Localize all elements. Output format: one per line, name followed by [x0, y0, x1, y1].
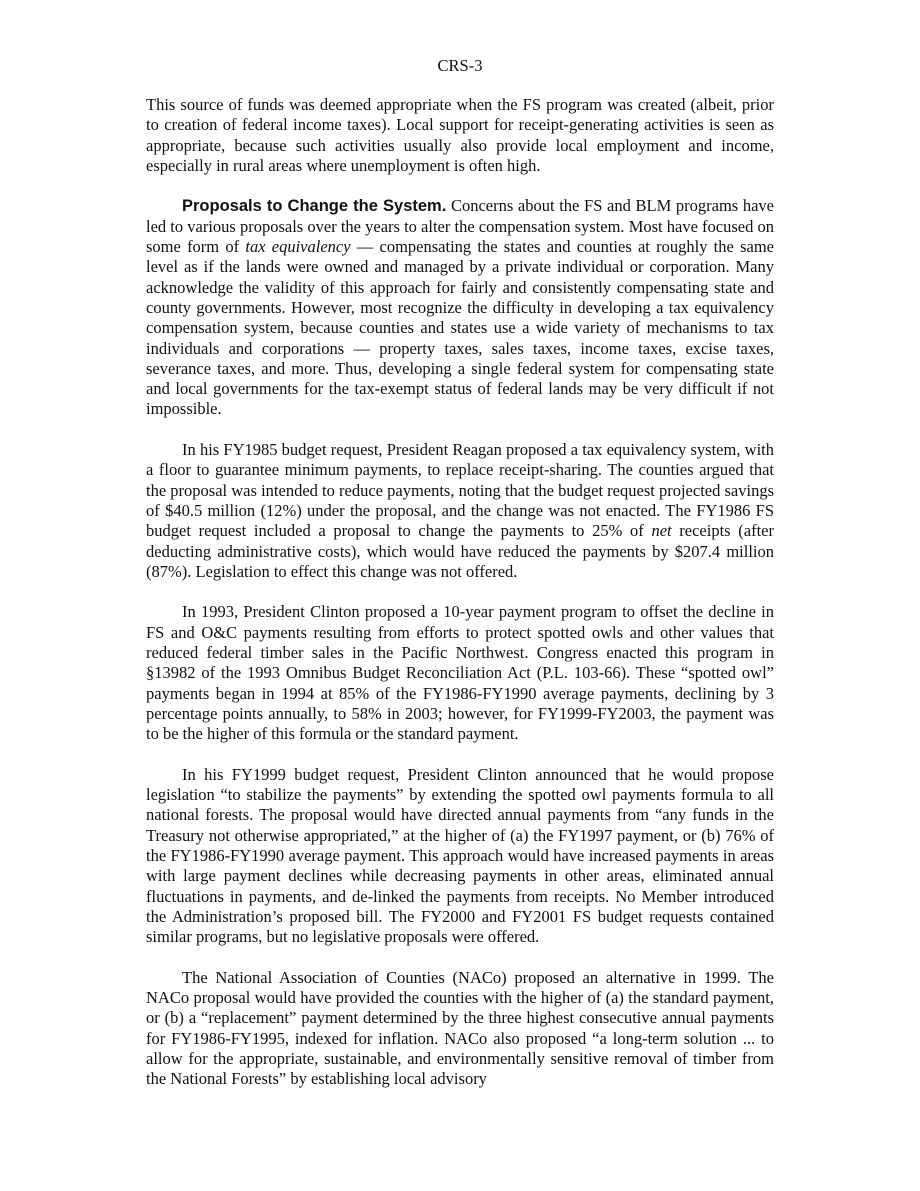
paragraph-funding-source: This source of funds was deemed appropriate when the FS program was created (albeit, prior to creation of federal income taxes). Local support for receipt-generating activities is seen as appropriate, because such activities usually also provide local employment and income, especially in rural areas where unemployment is often high.	[146, 95, 774, 175]
paragraph-proposals	[146, 196, 774, 419]
paragraph-reagan-fy1985	[146, 440, 774, 582]
paragraph-text: In his FY1985 budget request, President Reagan proposed a tax equivalency system, with a floor to guarantee minimum payments, to replace receipt-sharing. The counties argued that the proposal was intended to reduce payments, noting that the budget request projected savings of $40.5 million (12%) under the proposal, and the change was not enacted. The FY1986 FS budget request included a proposal to change the payments to 25% of	[146, 440, 774, 541]
emphasis-text: net	[651, 521, 672, 541]
paragraph-naco-1999: The National Association of Counties (NACo) proposed an alternative in 1999. The NACo proposal would have provided the counties with the higher of (a) the standard payment, or (b) a “replacement” payment determined by the three highest consecutive annual payments for FY1986-FY1995, indexed for inflation. NACo also proposed “a long-term solution ... to allow for the appropriate, sustainable, and environmentally sensitive removal of timber from the National Forests” by establishing local advisory	[146, 967, 774, 1089]
emphasis-text: tax equivalency	[245, 237, 351, 257]
paragraph-text: receipts (after deducting administrative costs), which would have reduced the payments by $207.4 million (87%). Legislation to effect this change was not offered.	[146, 521, 774, 581]
paragraph-clinton-1993: In 1993, President Clinton proposed a 10-year payment program to offset the decline in FS and O&C payments resulting from efforts to protect spotted owls and other values that reduced federal timber sales in the Pacific Northwest. Congress enacted this program in §13982 of the 1993 Omnibus Budget Reconciliation Act (P.L. 103-66). These “spotted owl” payments began in 1994 at 85% of the FY1986-FY1990 average payments, declining by 3 percentage points annually, to 58% in 2003; however, for FY1999-FY2003, the payment was to be the higher of this formula or the standard payment.	[146, 602, 774, 744]
page-header: CRS-3	[437, 56, 483, 75]
document-body	[146, 95, 774, 1110]
paragraph-text: — compensating the states and counties at roughly the same level as if the lands were owned and managed by a private individual or corporation. Many acknowledge the validity of this approach for fairly and consistently compensating state and county governments. However, most recognize the difficulty in developing a tax equivalency compensation system, because counties and states use a wide variety of mechanisms to tax individuals and corporations — property taxes, sales taxes, income taxes, excise taxes, severance taxes, and more. Thus, developing a single federal system for compensating state and local governments for the tax-exempt status of federal lands may be very difficult if not impossible.	[146, 237, 774, 419]
paragraph-text: Concerns about the FS and BLM programs have led to various proposals over the years to alter the compensation system. Most have focused on some form of	[146, 196, 774, 257]
paragraph-clinton-fy1999: In his FY1999 budget request, President Clinton announced that he would propose legislation “to stabilize the payments” by extending the spotted owl payments formula to all national forests. The proposal would have directed annual payments from “any funds in the Treasury not otherwise appropriated,” at the higher of (a) the FY1997 payment, or (b) 76% of the FY1986-FY1990 average payment. This approach would have increased payments in areas with large payment declines while decreasing payments in other areas, eliminated annual fluctuations in payments, and de-linked the payments from receipts. No Member introduced the Administration’s proposed bill. The FY2000 and FY2001 FS budget requests contained similar programs, but no legislative proposals were offered.	[146, 764, 774, 947]
section-heading: Proposals to Change the System.	[182, 197, 447, 216]
